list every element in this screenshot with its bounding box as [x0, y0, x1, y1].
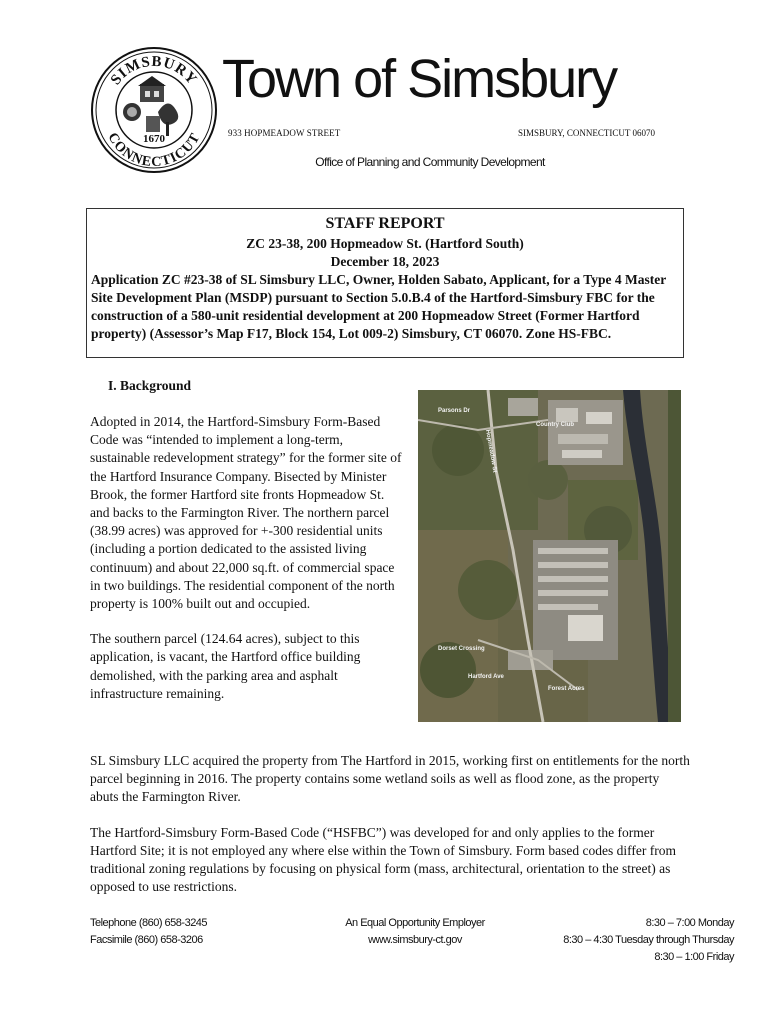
footer-center	[330, 915, 500, 949]
case-line: ZC 23-38, 200 Hopmeadow St. (Hartford South)	[246, 236, 524, 251]
footer-contact	[90, 915, 207, 949]
hours-line: 8:30 – 4:30 Tuesday through Thursday	[563, 934, 734, 946]
facsimile: Facsimile (860) 658-3206	[90, 934, 203, 946]
body-paragraph: SL Simsbury LLC acquired the property from The Hartford in 2015, working first on entitlements for the north parcel beginning in 2016. The property contains some wetland soils as well as flood zone, as the property abuts the Farmington River.	[90, 753, 690, 805]
background-heading: I. Background	[108, 378, 192, 393]
website-link[interactable]: www.simsbury-ct.gov	[368, 934, 462, 946]
background-paragraph: The southern parcel (124.64 acres), subject to this application, is vacant, the Hartford office building demolished, with the parking area and asphalt infrastructure remaining.	[90, 631, 361, 701]
map-label: Hartford Ave	[468, 674, 504, 680]
aerial-site-photo	[418, 390, 681, 722]
seal-bottom-text: CONNECTICUT	[104, 130, 204, 171]
map-label: Parsons Dr	[438, 408, 471, 414]
staff-report-box	[86, 208, 684, 358]
hours-line: 8:30 – 1:00 Friday	[654, 951, 734, 963]
eoe-statement: An Equal Opportunity Employer	[345, 917, 485, 929]
page-title: Town of Simsbury	[222, 49, 617, 109]
body-paragraph: The Hartford-Simsbury Form-Based Code (“HSFBC”) was developed for and only applies to the former Hartford Site; it is not employed any where else within the Town of Simsbury. Form based codes differ from traditional zoning regulations by focusing on physical form (mass, architectural, orientation to the street) as opposed to use restrictions.	[90, 824, 676, 895]
town-seal-icon	[90, 46, 218, 174]
street-address: 933 HOPMEADOW STREET	[228, 128, 341, 138]
seal-top-text: SIMSBURY	[107, 53, 201, 89]
background-text	[90, 413, 402, 720]
report-heading: STAFF REPORT	[325, 215, 445, 232]
seal-year: 1670	[143, 133, 165, 145]
body-text	[90, 752, 690, 913]
hours-line: 8:30 – 7:00 Monday	[645, 917, 734, 929]
background-paragraph: Adopted in 2014, the Hartford-Simsbury Form-Based Code was “intended to implement a long-term, sustainable redevelopment strategy” for the former site of the Hartford Insurance Company. Bisected by Minister Brook, the former Hartford site fronts Hopmeadow St. and backs to the Farmington River. The northern parcel (38.99 acres) was approved for +-300 residential units (including a portion dedicated to the assisted living continuum) and about 22,000 sq.ft. of commercial space in two buildings. The residential component of the north property is 100% built out and occupied.	[90, 414, 402, 612]
report-date: December 18, 2023	[330, 254, 440, 269]
map-label: Forest Acres	[548, 686, 585, 692]
office-name: Office of Planning and Community Development	[315, 155, 545, 169]
office-hours	[563, 915, 734, 966]
map-label: Country Club	[536, 422, 574, 428]
map-label: Dorset Crossing	[438, 646, 485, 652]
map-label: Hopmeadow St	[484, 429, 498, 474]
telephone: Telephone (860) 658-3245	[90, 917, 208, 929]
city-address: SIMSBURY, CONNECTICUT 06070	[518, 128, 655, 138]
application-text: Application ZC #23-38 of SL Simsbury LLC, Owner, Holden Sabato, Applicant, for a Type 4 Master Site Development Plan (MSDP) pursuant to Section 5.0.B.4 of the Hartford-Simsbury FBC for the construction of a 580-unit residential development at 200 Hopmeadow Street (Former Hartford property) (Assessor’s Map F17, Block 154, Lot 009-2) Simsbury, CT 06070. Zone HS-FBC.	[91, 272, 666, 341]
